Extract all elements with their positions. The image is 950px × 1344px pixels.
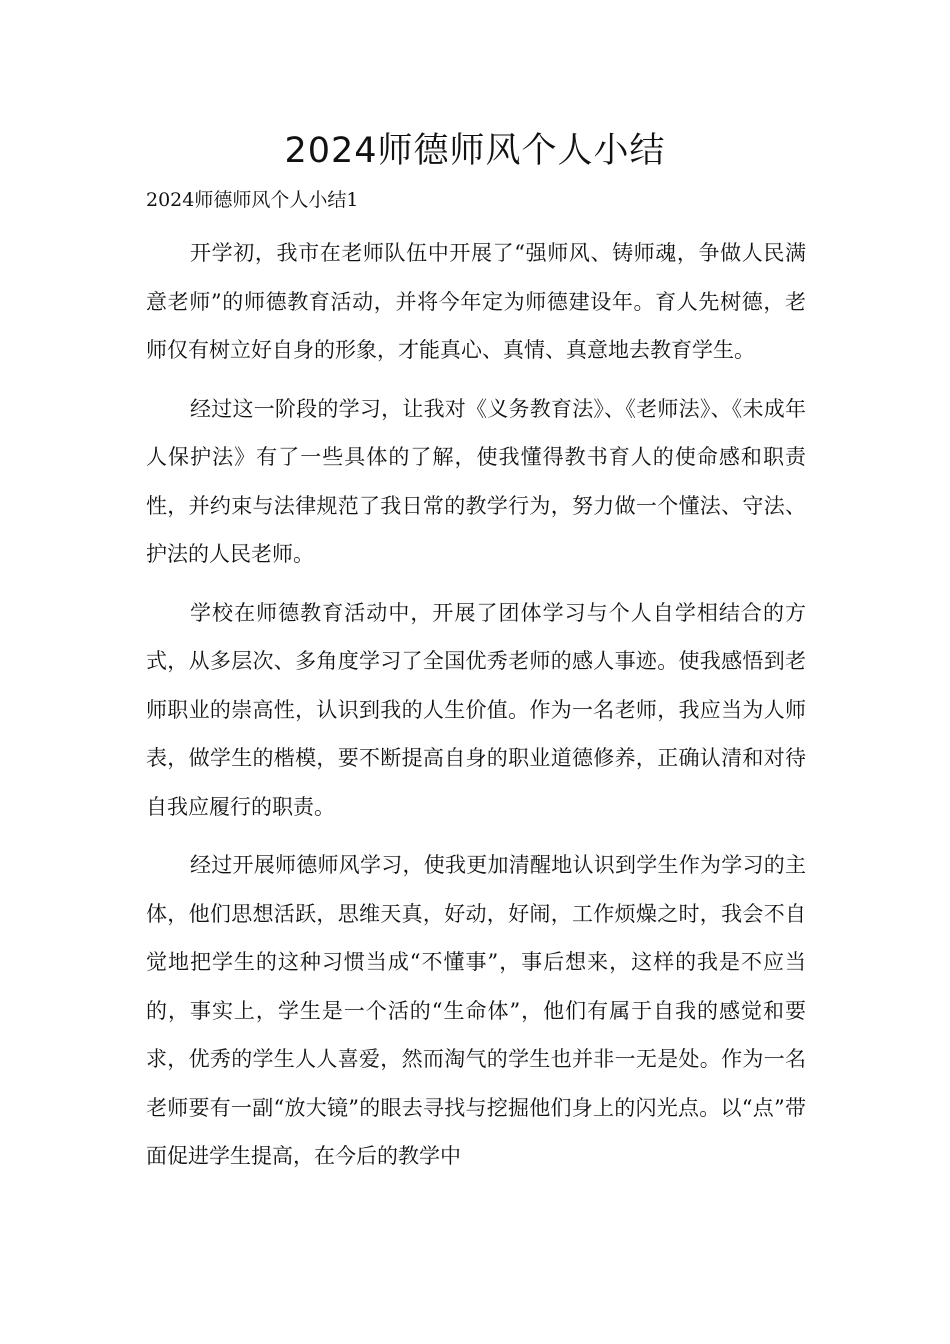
document-title: 2024师德师风个人小结: [284, 131, 666, 171]
paragraph-1: 开学初，我市在老师队伍中开展了“强师风、铸师魂，争做人民满意老师”的师德教育活动，并将今年定为师德建设年。育人先树德，老师仅有树立好自身的形象，才能真心、真情、真意地去教育学生。: [146, 241, 806, 362]
paragraph-3: 学校在师德教育活动中，开展了团体学习与个人自学相结合的方式，从多层次、多角度学习了全国优秀老师的感人事迹。使我感悟到老师职业的崇高性，认识到我的人生价值。作为一名老师，我应当为人师表，做学生的楷模，要不断提高自身的职业道德修养，正确认清和对待自我应履行的职责。: [146, 600, 806, 819]
paragraph-2: 经过这一阶段的学习，让我对《义务教育法》、《老师法》、《未成年人保护法》有了一些具体的了解，使我懂得教书育人的使命感和职责性，并约束与法律规范了我日常的教学行为，努力做一个懂法、守法、护法的人民老师。: [146, 396, 806, 566]
document-body: [146, 229, 806, 1191]
paragraph-4: 经过开展师德师风学习，使我更加清醒地认识到学生作为学习的主体，他们思想活跃，思维天真，好动，好闹，工作烦燥之时，我会不自觉地把学生的这种习惯当成“不懂事”，事后想来，这样的我是不应当的，事实上，学生是一个活的“生命体”，他们有属于自我的感觉和要求，优秀的学生人人喜爱，然而淘气的学生也并非一无是处。作为一名老师要有一副“放大镜”的眼去寻找与挖掘他们身上的闪光点。以“点”带面促进学生提高，在今后的教学中: [146, 853, 806, 1168]
section-heading: 2024师德师风个人小结1: [146, 189, 359, 211]
